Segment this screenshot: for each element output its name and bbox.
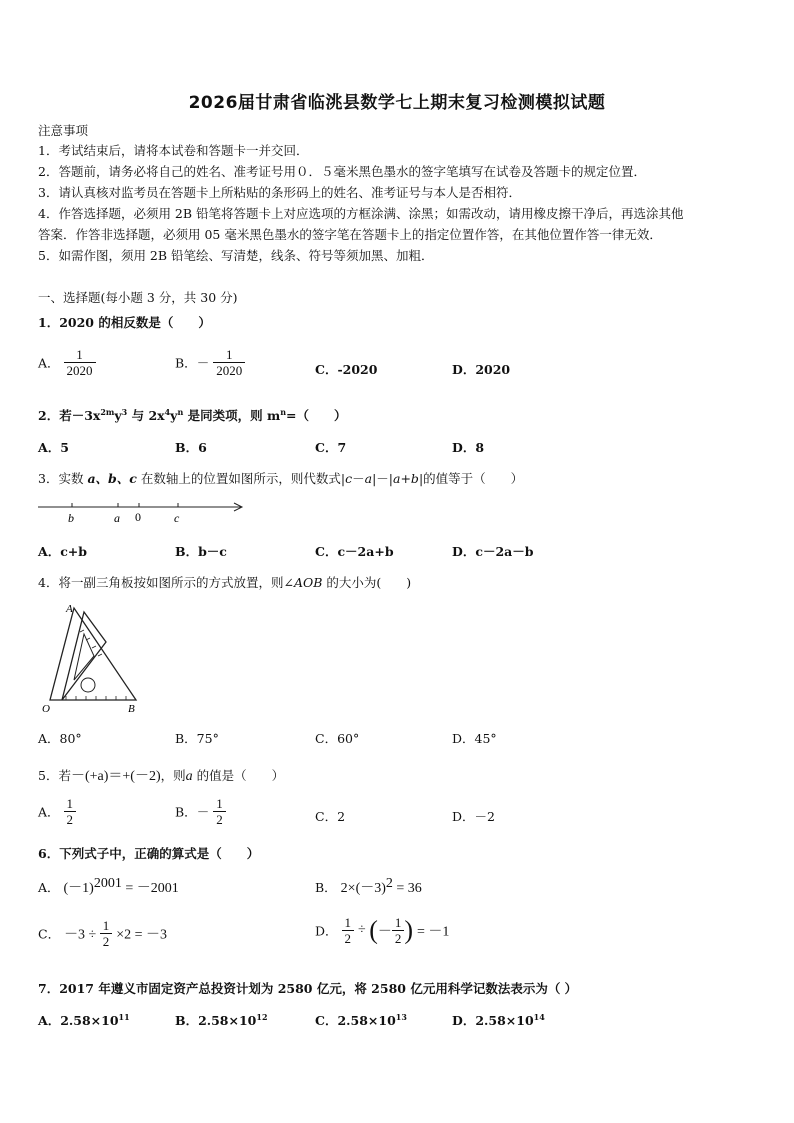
exponent: 14	[533, 1012, 545, 1022]
variables: a、b、c	[87, 471, 137, 486]
notice-item-2: 2．答题前，请务必将自己的姓名、准考证号用０．５毫米黑色墨水的签字笔填写在试卷及答题卡的规定位置．	[38, 164, 646, 179]
expression: －3 ÷	[64, 927, 100, 943]
set-square-30-60	[62, 612, 106, 700]
expression: ×2 = －3	[116, 927, 168, 943]
stem-text: 在数轴上的位置如图所示，则代数式|	[136, 471, 346, 486]
question-5-option-d: D．－2	[452, 809, 495, 824]
fraction	[64, 347, 96, 378]
question-2-stem	[38, 406, 347, 424]
stem-text: y	[170, 408, 178, 423]
fraction	[213, 347, 245, 378]
axis-label-zero: 0	[135, 510, 141, 524]
question-6-option-d	[315, 915, 449, 946]
axis-label-b: b	[68, 511, 74, 525]
stem-text: 2．若－3x	[38, 408, 101, 423]
label-b: B	[128, 703, 135, 715]
stem-text: 是同类项，则 m	[183, 408, 281, 423]
exponent: 3	[121, 407, 128, 417]
exponent: 11	[118, 1012, 130, 1022]
equation: －(+a)＝+(－2)	[70, 769, 161, 784]
label-o: O	[42, 703, 50, 715]
question-3-stem	[38, 469, 523, 487]
question-4-option-c: C．60°	[315, 731, 360, 746]
numerator: 1	[344, 915, 352, 930]
denominator: 2020	[213, 362, 245, 378]
question-7-option-a	[38, 1011, 130, 1029]
denominator: 2	[100, 933, 113, 949]
page-title: 2026届甘肃省临洮县数学七上期末复习检测模拟试题	[188, 93, 606, 113]
stem-text: |－|	[372, 471, 393, 486]
option-text: C．2.58×10	[315, 1013, 396, 1028]
expression: = －2001	[121, 881, 179, 896]
variable: a	[364, 471, 373, 486]
stem-text: |的值等于（ ）	[418, 471, 524, 486]
question-7-stem: 7．2017 年遵义市固定资产总投资计划为 2580 亿元，将 2580 亿元用科学记数法表示为（ ）	[38, 981, 578, 996]
minus-sign: －	[196, 804, 210, 820]
numerator: 1	[225, 347, 233, 362]
question-3-option-c: C．c－2a+b	[315, 544, 394, 559]
exponent: 2001	[93, 876, 122, 891]
expression: (－1)	[63, 881, 94, 896]
notice-heading: 注意事项	[38, 123, 89, 138]
stem-text: 3．实数	[38, 471, 88, 486]
question-4-option-b: B．75°	[175, 731, 219, 746]
exponent: 4	[164, 407, 171, 417]
question-4-option-d: D．45°	[452, 731, 497, 746]
option-label: B．	[315, 880, 337, 895]
question-1-option-b	[175, 347, 245, 378]
question-6-option-c	[38, 918, 167, 949]
question-1-option-d: D．2020	[452, 362, 511, 377]
question-4-stem	[38, 573, 411, 591]
option-label: A．	[38, 880, 60, 895]
question-2-option-d: D．8	[452, 440, 485, 455]
exponent: n	[177, 407, 184, 417]
left-paren: (	[369, 915, 378, 945]
stem-text: 4．将一副三角板按如图所示的方式放置，则∠	[38, 575, 294, 590]
fraction	[213, 796, 226, 827]
stem-text: 与 2x	[127, 408, 165, 423]
fraction	[392, 915, 405, 946]
question-7-option-d	[452, 1011, 545, 1029]
option-label: B．	[175, 355, 197, 371]
option-label: A．	[38, 355, 60, 371]
circle-hole	[81, 678, 95, 692]
question-6-stem: 6．下列式子中，正确的算式是（ ）	[38, 846, 260, 861]
exponent: 13	[395, 1012, 407, 1022]
option-text: D．2.58×10	[452, 1013, 534, 1028]
denominator: 2	[64, 811, 77, 827]
triangle-rulers-figure	[36, 598, 148, 716]
notice-item-5: 5．如需作图，须用 2B 铅笔绘、写清楚，线条、符号等须加黑、加粗．	[38, 248, 434, 263]
question-2-option-c: C．7	[315, 440, 347, 455]
denominator: 2020	[64, 362, 96, 378]
question-7-option-b	[175, 1011, 268, 1029]
stem-text: 的大小为( )	[322, 575, 412, 590]
question-2-option-a: A．5	[38, 440, 69, 455]
fraction	[64, 796, 77, 827]
question-7-option-c	[315, 1011, 407, 1029]
expression: = －1	[417, 924, 450, 940]
question-3-option-b: B．b－c	[175, 544, 227, 559]
minus-sign: －	[377, 924, 392, 940]
option-text: B．2.58×10	[175, 1013, 257, 1028]
exponent: 2	[385, 876, 393, 891]
notice-item-4-cont: 答案．作答非选择题，必须用 05 毫米黑色墨水的签字笔在答题卡上的指定位置作答，在其他位置作答一律无效．	[38, 227, 662, 242]
exponent: 2m	[100, 407, 115, 417]
variable: c	[345, 471, 353, 486]
numerator: 1	[66, 796, 74, 811]
stem-text: －	[352, 471, 365, 486]
right-paren: )	[404, 915, 414, 945]
numerator: 1	[76, 347, 83, 362]
stem-text: ，则	[160, 768, 186, 783]
option-label: B．	[175, 804, 197, 820]
question-3-option-a: A．c+b	[38, 544, 88, 559]
notice-item-4: 4．作答选择题，必须用 2B 铅笔将答题卡上对应选项的方框涂满、涂黑；如需改动，请用橡皮擦干净后，再选涂其他	[38, 206, 684, 221]
axis-label-a: a	[114, 511, 120, 525]
question-3-option-d: D．c－2a－b	[452, 544, 534, 559]
variable: a+b	[393, 471, 419, 486]
number-line-figure	[36, 497, 248, 527]
question-5-option-c: C．2	[315, 809, 346, 824]
stem-text: =（ ）	[286, 408, 347, 423]
expression: 2×(－3)	[340, 881, 386, 896]
exponent: 12	[256, 1012, 268, 1022]
question-6-option-b	[315, 877, 422, 897]
label-a: A	[66, 603, 73, 615]
option-text: A．2.58×10	[38, 1013, 119, 1028]
fraction	[342, 915, 355, 946]
question-5-option-b	[175, 796, 226, 827]
option-label: C．	[38, 926, 61, 942]
notice-item-3: 3．请认真核对监考员在答题卡上所粘贴的条形码上的姓名、准考证号与本人是否相符．	[38, 185, 521, 200]
question-5-option-a	[38, 796, 76, 827]
section-heading: 一、选择题(每小题 3 分，共 30 分)	[38, 290, 238, 305]
question-1-stem: 1．2020 的相反数是（ ）	[38, 315, 211, 330]
denominator: 2	[213, 811, 226, 827]
expression: ÷	[358, 922, 370, 938]
variable: a	[185, 769, 193, 784]
stem-text: y	[114, 408, 122, 423]
numerator: 1	[394, 915, 402, 930]
expression: = 36	[392, 881, 422, 896]
question-4-option-a: A．80°	[38, 731, 82, 746]
stem-text: 5．若	[38, 768, 71, 783]
axis-label-c: c	[174, 511, 180, 525]
option-label: A．	[38, 804, 60, 820]
notice-item-1: 1．考试结束后，请将本试卷和答题卡一并交回．	[38, 143, 309, 158]
exponent: n	[280, 407, 287, 417]
numerator: 1	[216, 796, 223, 811]
minus-sign: －	[196, 355, 210, 371]
question-6-option-a	[38, 877, 179, 897]
question-5-stem	[38, 765, 284, 785]
option-label: D．	[315, 923, 338, 939]
denominator: 2	[392, 930, 405, 946]
question-1-option-c: C．-2020	[315, 362, 378, 377]
angle-name: AOB	[293, 575, 323, 590]
denominator: 2	[342, 930, 355, 946]
question-1-option-a	[38, 347, 96, 378]
question-2-option-b: B．6	[175, 440, 207, 455]
stem-text: 的值是（ ）	[192, 768, 285, 783]
numerator: 1	[102, 918, 110, 933]
fraction	[100, 918, 113, 949]
